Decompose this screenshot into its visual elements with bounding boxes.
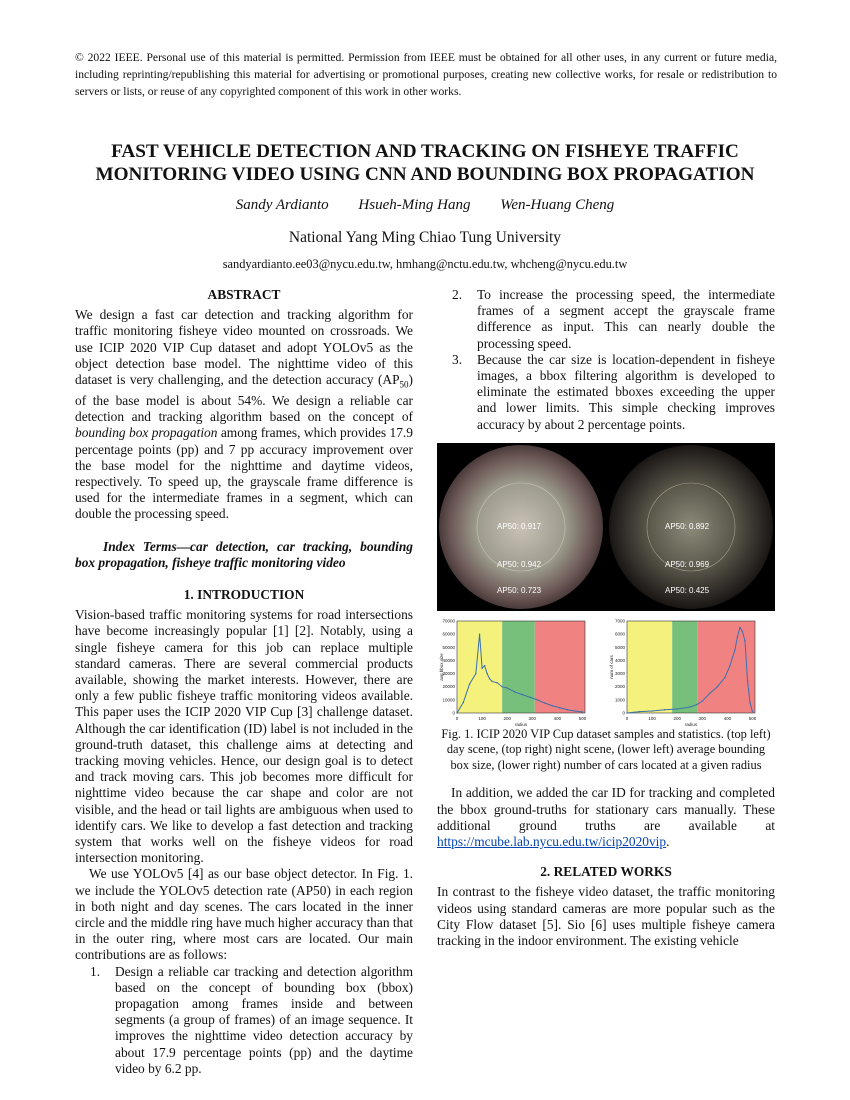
related-works-heading: 2. RELATED WORKS	[540, 864, 672, 880]
chart-point	[752, 711, 753, 712]
body-paragraph: In addition, we added the car ID for tracking and completed the bbox ground-truths for stationary cars manually. These additional ground truths are available at https://mcube.lab.nycu.edu.tw/icip2020vip.	[437, 785, 775, 849]
x-tick-label: 200	[503, 715, 511, 721]
author-name: Sandy Ardianto	[235, 197, 329, 213]
x-tick-label: 300	[528, 715, 537, 721]
intro-paragraph: Vision-based traffic monitoring systems for road intersections have become increasingly popular [1] [2]. Notably, using a single fisheye camera for this job can replace multiple standard cameras. There are several commercial products available, showing the market interests. However, there are only a few public fisheye traffic monitoring videos available. This paper uses the ICIP 2020 VIP Cup [3] challenge dataset. Although the car identification (ID) label is not included in the ground-truth dataset, this challenge aims at detecting and tracking moving vehicles. Hence, our design goal is to detect and track moving cars. This job becomes more difficult for nighttime video because the car shape and color are not visible, and the head or tail lights are ambiguous when used to identify cars. We like to develop a fast detection and tracking system that works well on the fisheye videos for road intersection monitoring.	[75, 607, 413, 866]
chart-region	[535, 621, 585, 713]
chart-point	[697, 704, 698, 705]
paper-title: FAST VEHICLE DETECTION AND TRACKING ON FISHEYE TRAFFIC MONITORING VIDEO USING CNN AND BOUNDING BOX PROPAGATION	[95, 141, 755, 185]
body-paragraph: In contrast to the fisheye video dataset, the traffic monitoring videos using standard cameras are more popular such as the City Flow dataset [5]. Sio [6] uses multiple fisheye camera tracking in the indoor environment. The existing vehicle	[437, 884, 775, 948]
y-tick-label: 70000	[442, 618, 455, 624]
author-name: Hsueh-Ming Hang	[358, 197, 471, 213]
y-tick-label: 40000	[442, 657, 455, 663]
x-tick-label: 400	[553, 715, 562, 721]
chart-point	[749, 702, 750, 703]
y-tick-label: 50000	[442, 644, 455, 650]
chart-point	[729, 665, 730, 666]
list-item: 3. Because the car size is location-dependent in fisheye images, a bbox filtering algorithm is developed to eliminate the estimated bboxes exceeding the upper and lower limits. This simple checking improves accuracy by about 2 percentage points.	[452, 351, 775, 432]
chart-point	[491, 681, 492, 682]
figure-caption: Fig. 1. ICIP 2020 VIP Cup dataset samples and statistics. (top left) day scene, (top right) night scene, (lower left) average bounding box size, (lower right) number of cars located at a given radius	[441, 726, 771, 772]
y-tick-label: 5000	[614, 644, 625, 650]
chart-point	[486, 673, 487, 674]
night-ap-label: AP50: 0.892	[665, 521, 710, 531]
chart-point	[567, 709, 568, 710]
chart-point	[544, 702, 545, 703]
chart-point	[724, 677, 725, 678]
chart-point	[463, 702, 464, 703]
chart-point	[574, 710, 575, 711]
x-tick-label: 0	[625, 715, 629, 721]
statistics-charts	[439, 618, 757, 727]
chart-point	[744, 640, 745, 641]
chart-region	[502, 621, 535, 713]
y-axis-label: avg bbox size	[439, 653, 444, 681]
day-ap-label: AP50: 0.917	[497, 521, 542, 531]
author-name: Wen-Huang Cheng	[500, 197, 615, 213]
x-tick-label: 500	[748, 715, 757, 721]
x-tick-label: 100	[478, 715, 486, 721]
chart-point	[522, 694, 523, 695]
chart-point	[552, 705, 553, 706]
y-tick-label: 2000	[614, 684, 625, 690]
chart-point	[717, 686, 718, 687]
affiliation: National Yang Ming Chiao Tung University	[288, 229, 562, 246]
chart-point	[529, 696, 530, 697]
x-axis-label: radius	[684, 721, 698, 727]
night-ap-label: AP50: 0.425	[665, 585, 710, 595]
intro-paragraph: We use YOLOv5 [4] as our base object detector. In Fig. 1. we include the YOLOv5 detection rate (AP50) in each region in both night and day scenes. The cars located in the inner circle and the middle ring have much higher accuracy than that in the outer ring, where most cars are located. Our main contributions are as follows:	[75, 866, 413, 963]
right-column	[437, 287, 775, 949]
figure-1	[437, 443, 775, 727]
chart-point	[739, 627, 740, 628]
chart-point	[481, 667, 482, 668]
index-terms: Index Terms—car detection, car tracking, bounding box propagation, fisheye traffic monitoring video	[75, 538, 413, 570]
chart-point	[514, 691, 515, 692]
list-item: 2. To increase the processing speed, the intermediate frames of a segment accept the grayscale frame difference as input. This can nearly double the processing speed.	[452, 287, 775, 351]
chart-point	[734, 649, 735, 650]
contribution-list-continued	[437, 287, 775, 433]
author-emails: sandyardianto.ee03@nycu.edu.tw, hmhang@nctu.edu.tw, whcheng@nycu.edu.tw	[222, 257, 628, 271]
x-axis-label: radius	[514, 721, 528, 727]
chart-region	[627, 621, 672, 713]
dataset-link[interactable]: https://mcube.lab.nycu.edu.tw/icip2020vip	[437, 833, 667, 849]
y-tick-label: 1000	[614, 697, 625, 703]
y-tick-label: 20000	[442, 684, 455, 690]
chart-point	[484, 665, 485, 666]
chart-region	[672, 621, 697, 713]
abstract-heading: ABSTRACT	[207, 287, 281, 302]
y-axis-label: num of cars	[609, 655, 614, 679]
x-tick-label: 200	[673, 715, 681, 721]
y-tick-label: 6000	[614, 631, 625, 637]
chart-point	[742, 631, 743, 632]
day-ap-label: AP50: 0.942	[497, 559, 542, 569]
chart-point	[651, 710, 652, 711]
left-column	[75, 287, 413, 1077]
chart-point	[664, 709, 665, 710]
night-ap-label: AP50: 0.969	[665, 559, 710, 569]
chart-point	[689, 706, 690, 707]
chart-point	[639, 711, 640, 712]
chart-point	[506, 687, 507, 688]
chart-point	[709, 692, 710, 693]
chart-point	[626, 712, 627, 713]
chart-point	[469, 683, 470, 684]
chart-point	[737, 636, 738, 637]
chart-point	[582, 711, 583, 712]
y-tick-label: 4000	[614, 657, 625, 663]
chart-point	[537, 699, 538, 700]
y-tick-label: 30000	[442, 670, 455, 676]
chart-point	[702, 700, 703, 701]
chart-point	[747, 679, 748, 680]
chart-point	[456, 712, 457, 713]
x-tick-label: 0	[455, 715, 459, 721]
y-tick-label: 60000	[442, 631, 455, 637]
chart-point	[496, 682, 497, 683]
y-tick-label: 10000	[442, 697, 455, 703]
intro-heading: 1. INTRODUCTION	[183, 586, 305, 602]
day-ap-label: AP50: 0.723	[497, 585, 542, 595]
x-tick-label: 400	[723, 715, 732, 721]
x-tick-label: 100	[648, 715, 656, 721]
chart-point	[676, 708, 677, 709]
y-tick-label: 0	[452, 710, 455, 716]
copyright-notice: © 2022 IEEE. Personal use of this material is permitted. Permission from IEEE must be obtained for all other uses, in any current or future media, including reprinting/republishing this material for advertising or promotional purposes, creating new collective works, for resale or redistribution to servers or lists, or reuse of any copyrighted component of this work in other works.	[75, 51, 777, 98]
y-tick-label: 7000	[614, 618, 625, 624]
y-tick-label: 3000	[614, 670, 625, 676]
contribution-list	[75, 964, 413, 1077]
abstract-text: We design a fast car detection and tracking algorithm for traffic monitoring fisheye video mounted on crossroads. We use ICIP 2020 VIP Cup dataset and adopt YOLOv5 as the object detection base model. The nighttime video of this dataset is very challenging, and the detection accuracy $(AP_{50})$ of the base model is about 54%. We design a reliable car detection and tracking algorithm based on the concept of bounding box propagation among frames, which provides 17.9 percentage points (pp) and 7 pp accuracy improvement over the base model for the nighttime and daytime videos, respectively. To speed up, the grayscale frame difference is used for the intermediate frames in a segment, which can double the processing speed.	[75, 307, 413, 522]
y-tick-label: 0	[622, 710, 625, 716]
chart-point	[475, 673, 476, 674]
chart-point	[479, 633, 480, 634]
chart-point	[559, 707, 560, 708]
chart-point	[489, 678, 490, 679]
chart-point	[501, 686, 502, 687]
x-tick-label: 500	[578, 715, 587, 721]
author-list	[0, 197, 850, 214]
list-item: 1. Design a reliable car tracking and detection algorithm based on the concept of bounding box (bbox) propagation among frames inside and between segments (a group of frames) of an image sequence. It improves the nighttime video detection accuracy by about 17.9 percentage points (pp) and the daytime video by 6.2 pp.	[90, 963, 413, 1076]
x-tick-label: 300	[698, 715, 707, 721]
